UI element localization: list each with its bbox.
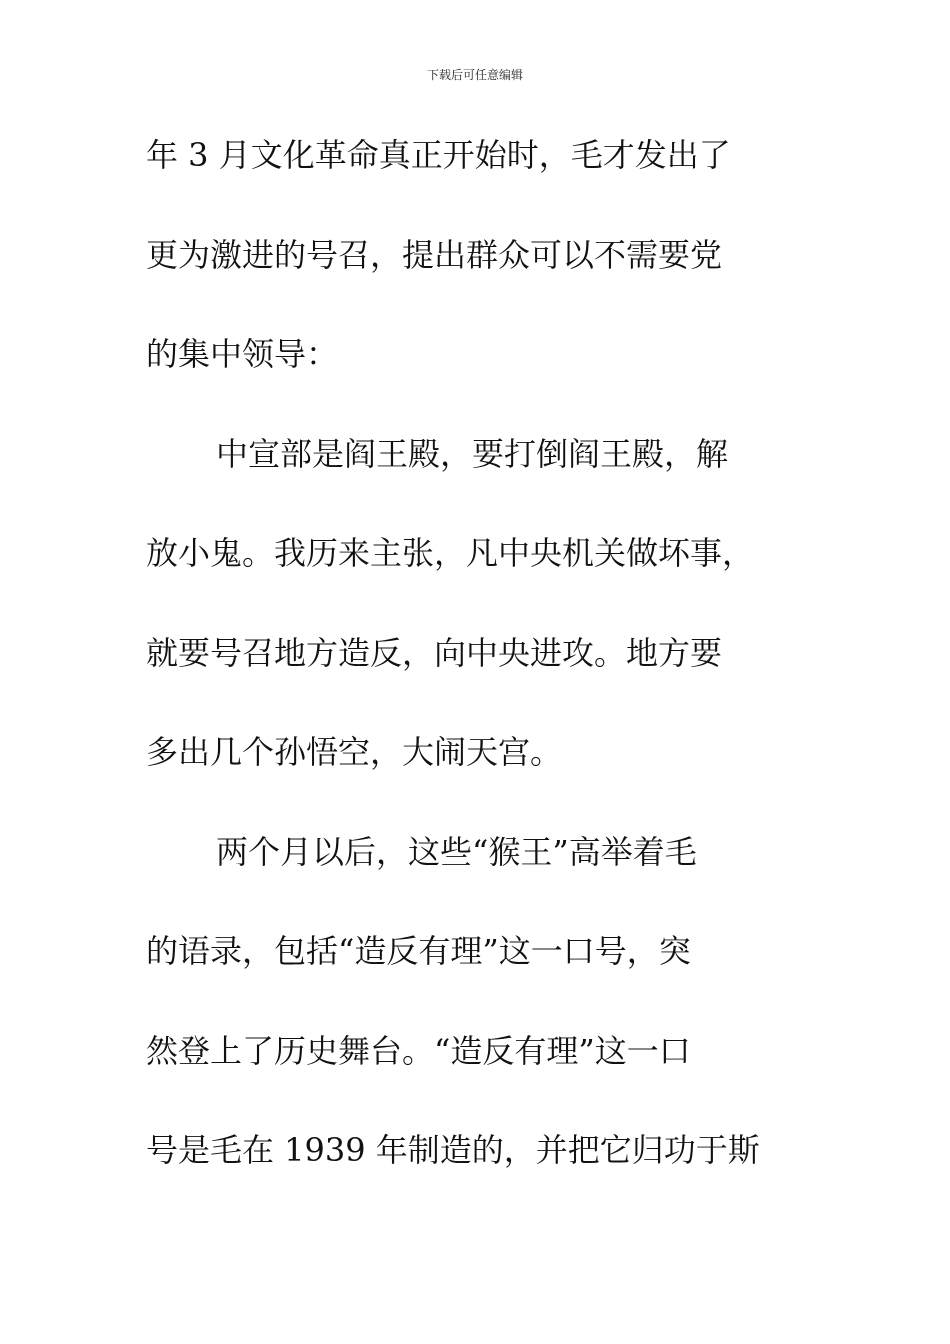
page-header: 下载后可任意编辑 [426, 68, 523, 82]
paragraph-first-line: 两个月以后，这些“猴王”高举着毛 [216, 832, 697, 871]
text-line: 号是毛在 1939 年制造的，并把它归功于斯 [146, 1131, 760, 1169]
text-line: 放小鬼。我历来主张，凡中央机关做坏事， [146, 534, 755, 572]
text-line: 的集中领导： [146, 335, 339, 373]
text-line: 年 3 月文化革命真正开始时，毛才发出了 [146, 136, 731, 174]
quote-first-line: 中宣部是阎王殿，要打倒阎王殿，解 [216, 434, 729, 473]
document-body [146, 126, 806, 1221]
text-line: 的语录，包括“造反有理”这一口号，突 [146, 932, 691, 970]
text-line: 就要号召地方造反，向中央进攻。地方要 [146, 633, 723, 672]
text-line: 然登上了历史舞台。“造反有理”这一口 [146, 1031, 691, 1070]
text-line: 多出几个孙悟空，大闹天宫。 [146, 733, 563, 771]
text-line: 更为激进的号召，提出群众可以不需要党 [146, 235, 723, 274]
